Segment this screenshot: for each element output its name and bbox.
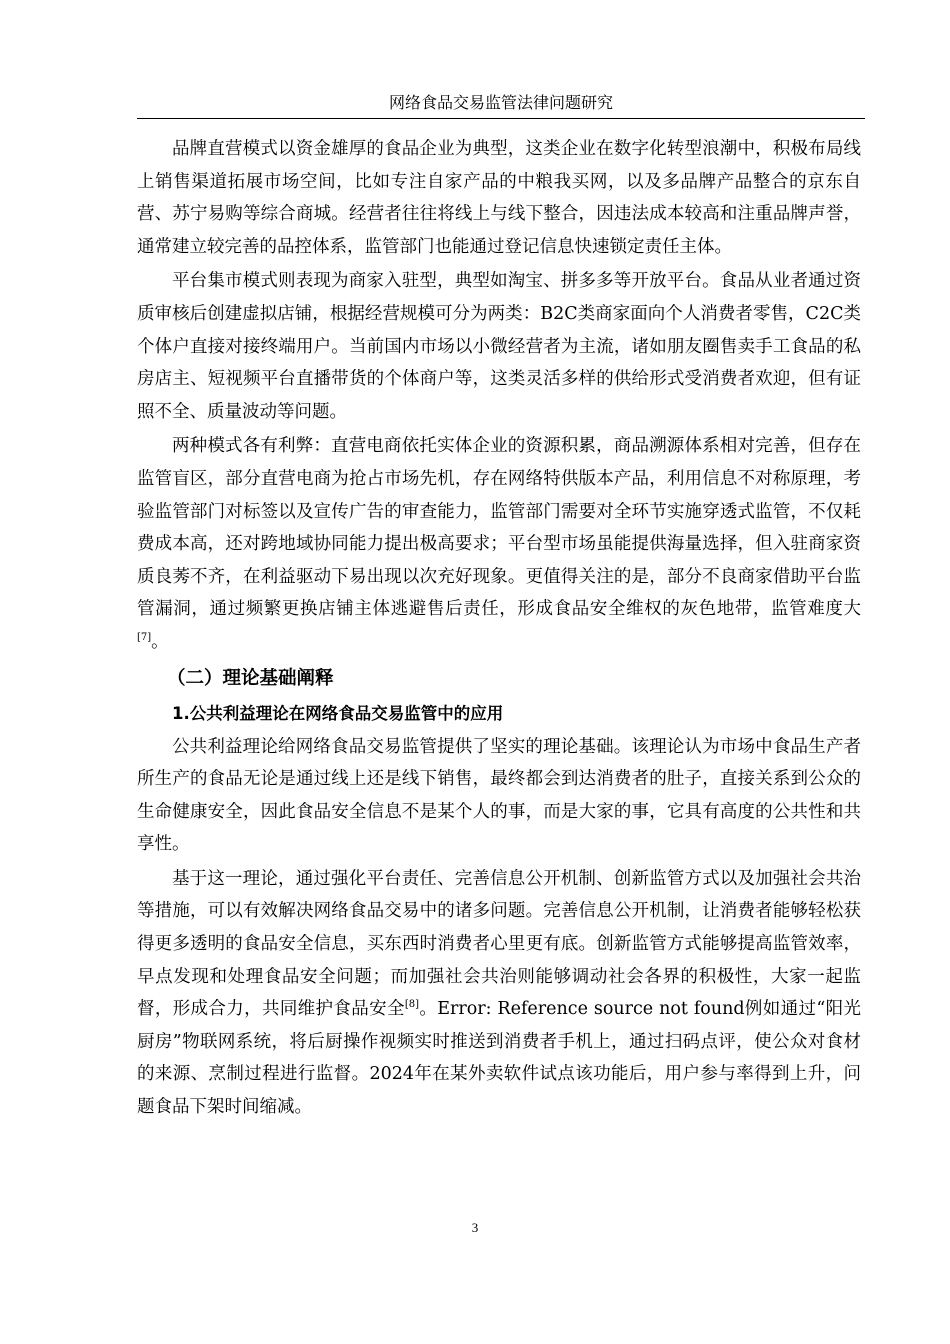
paragraph-public-interest: 公共利益理论给网络食品交易监管提供了坚实的理论基础。该理论认为市场中食品生产者所生产的食品无论是通过线上还是线下销售，最终都会到达消费者的肚子，直接关系到公众的生命健康安全，因此食品安全信息不是某个人的事，而是大家的事，它具有高度的公共性和共享性。 bbox=[137, 736, 861, 855]
page-body bbox=[137, 133, 861, 1126]
citation-8: [8] bbox=[404, 999, 419, 1011]
paragraph-measures bbox=[137, 863, 861, 1124]
running-header-title: 网络食品交易监管法律问题研究 bbox=[388, 93, 613, 112]
running-header bbox=[137, 92, 865, 119]
section-heading: （二）理论基础阐释 bbox=[167, 667, 334, 689]
citation-7: [7] bbox=[137, 632, 152, 644]
sub-heading: 1.公共利益理论在网络食品交易监管中的应用 bbox=[172, 703, 504, 723]
paragraph-platform-market: 平台集市模式则表现为商家入驻型，典型如淘宝、拼多多等开放平台。食品从业者通过资质审核后创建虚拟店铺，根据经营规模可分为两类：B2C类商家面向个人消费者零售，C2C类个体户直接对接终端用户。当前国内市场以小微经营者为主流，诸如朋友圈售卖手工食品的私房店主、短视频平台直播带货的个体商户等，这类灵活多样的供给形式受消费者欢迎，但有证照不全、质量波动等问题。 bbox=[137, 271, 861, 422]
paragraph-pros-cons bbox=[137, 430, 861, 658]
paragraph-brand-direct: 品牌直营模式以资金雄厚的食品企业为典型，这类企业在数字化转型浪潮中，积极布局线上销售渠道拓展市场空间，比如专注自家产品的中粮我买网，以及多品牌产品整合的京东自营、苏宁易购等综合商城。经营者往往将线上与线下整合，因违法成本较高和注重品牌声誉，通常建立较完善的品控体系，监管部门也能通过登记信息快速锁定责任主体。 bbox=[137, 139, 861, 257]
paragraph-pros-cons-end: 。 bbox=[151, 631, 169, 652]
page-number: 3 bbox=[471, 1220, 479, 1235]
paragraph-pros-cons-text: 两种模式各有利弊：直营电商依托实体企业的资源积累，商品溯源体系相对完善，但存在监管盲区，部分直营电商为抢占市场先机，存在网络特供版本产品，利用信息不对称原理，考验监管部门对标签以及宣传广告的审查能力，监管部门需要对全环节实施穿透式监管，不仅耗费成本高，还对跨地域协同能力提出极高要求；平台型市场虽能提供海量选择，但入驻商家资质良莠不齐，在利益驱动下易出现以次充好现象。更值得关注的是，部分不良商家借助平台监管漏洞，通过频繁更换店铺主体逃避售后责任，形成食品安全维权的灰色地带，监管难度大 bbox=[137, 436, 861, 620]
paragraph-measures-text: 基于这一理论，通过强化平台责任、完善信息公开机制、创新监管方式以及加强社会共治等措施，可以有效解决网络食品交易中的诸多问题。完善信息公开机制，让消费者能够轻松获得更多透明的食品安全信息，买东西时消费者心里更有底。创新监管方式能够提高监管效率，早点发现和处理食品安全问题；而加强社会共治则能够调动社会各界的积极性，大家一起监督，形成合力，共同维护食品安全 bbox=[137, 868, 861, 1020]
paragraph-measures-end: 。Error: Reference source not found例如通过“阳光厨房”物联网系统，将后厨操作视频实时推送到消费者手机上，通过扫码点评，使公众对食材的来源、烹制过程进行监督。2024年在某外卖软件试点该功能后，用户参与率得到上升，问题食品下架时间缩减。 bbox=[137, 999, 861, 1118]
